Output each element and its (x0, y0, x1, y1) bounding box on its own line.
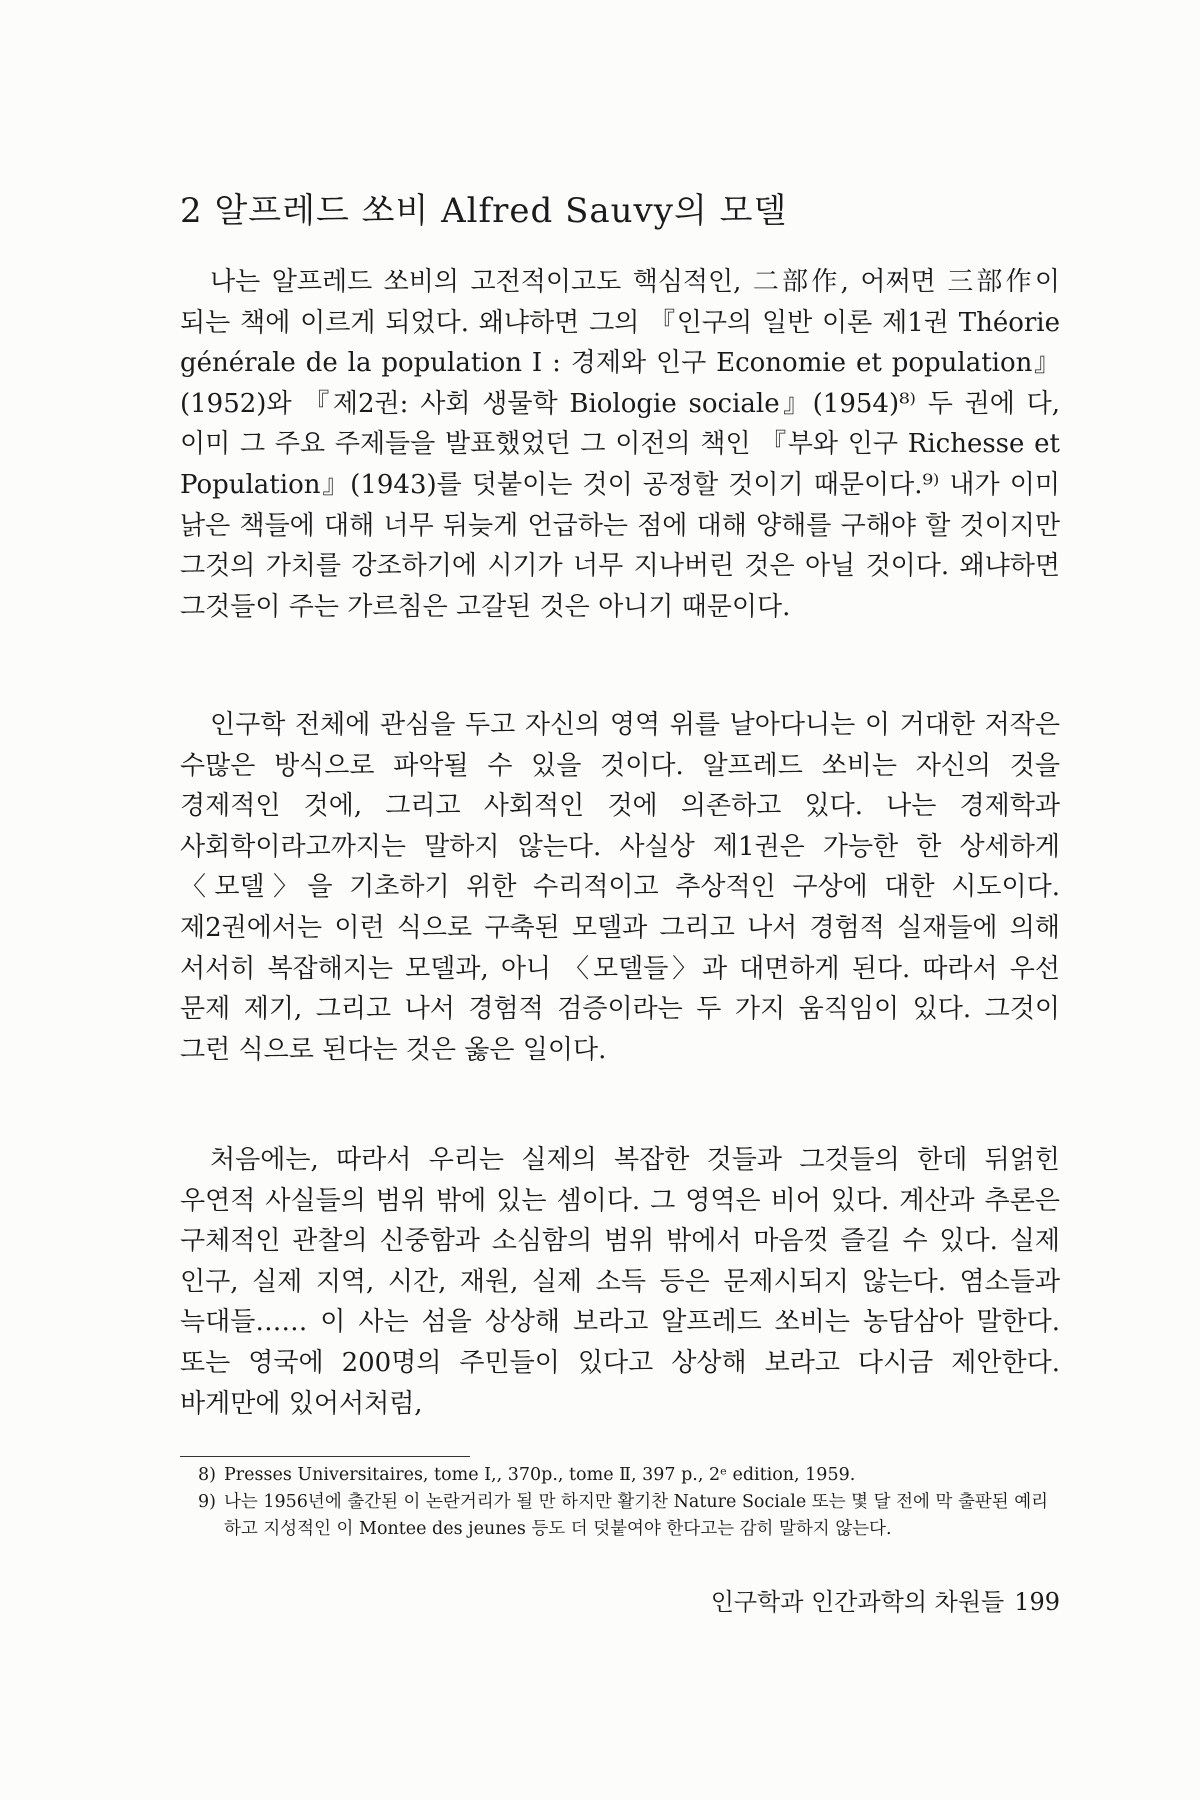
page-footer (701, 1586, 1060, 1618)
footnote-divider (180, 1456, 470, 1457)
page-number: 199 (1014, 1588, 1060, 1616)
footnote-number: 8) (198, 1465, 216, 1485)
section-heading: 2 알프레드 쏘비 Alfred Sauvy의 모델 (180, 191, 788, 231)
running-title: 인구학과 인간과학의 차원들 (710, 1588, 1005, 1616)
footnotes (198, 1462, 1060, 1543)
paragraph: 나는 알프레드 쏘비의 고전적이고도 핵심적인, 二部作, 어쩌면 三部作이 되는 책에 이르게 되었다. 왜냐하면 그의 『인구의 일반 이론 제1권 Théorie générale de la population I : 경제와 인구 Economie et population』(1952)와 『제2권: 사회 생물학 Biologie sociale』(1954)⁸⁾ 두 권에 다, 이미 그 주요 주제들을 발표했었던 그 이전의 책인 『부와 인구 Richesse et Population』(1943)를 덧붙이는 것이 공정할 것이기 때문이다.⁹⁾ 내가 이미 낡은 책들에 대해 너무 뒤늦게 언급하는 점에 대해 양해를 구해야 할 것이지만 그것의 가치를 강조하기에 시기가 너무 지나버린 것은 아닐 것이다. 왜냐하면 그것들이 주는 가르침은 고갈된 것은 아니기 때문이다. (180, 267, 1060, 622)
paragraph: 처음에는, 따라서 우리는 실제의 복잡한 것들과 그것들의 한데 뒤얽힌 우연적 사실들의 범위 밖에 있는 셈이다. 그 영역은 비어 있다. 계산과 추론은 구체적인 관찰의 신중함과 소심함의 범위 밖에서 마음껏 즐길 수 있다. 실제 인구, 실제 지역, 시간, 재원, 실제 소득 등은 문제시되지 않는다. 염소들과 늑대들…… 이 사는 섬을 상상해 보라고 알프레드 쏘비는 농담삼아 말한다. 또는 영국에 200명의 주민들이 있다고 상상해 보라고 다시금 제안한다. 바게만에 있어서처럼, (180, 1145, 1060, 1419)
paragraph: 인구학 전체에 관심을 두고 자신의 영역 위를 날아다니는 이 거대한 저작은 수많은 방식으로 파악될 수 있을 것이다. 알프레드 쏘비는 자신의 것을 경제적인 것에, 그리고 사회적인 것에 의존하고 있다. 나는 경제학과 사회학이라고까지는 말하지 않는다. 사실상 제1권은 가능한 한 상세하게 〈모델〉을 기초하기 위한 수리적이고 추상적인 구상에 대한 시도이다. 제2권에서는 이런 식으로 구축된 모델과 그리고 나서 경험적 실재들에 의해 서서히 복잡해지는 모델과, 아니 〈모델들〉과 대면하게 된다. 따라서 우선 문제 제기, 그리고 나서 경험적 검증이라는 두 가지 움직임이 있다. 그것이 그런 식으로 된다는 것은 옳은 일이다. (180, 710, 1060, 1065)
footnote (198, 1462, 1060, 1489)
footnote-text: Presses Universitaires, tome I,, 370p., tome Ⅱ, 397 p., 2ᵉ edition, 1959. (224, 1465, 856, 1485)
footnote (198, 1489, 1060, 1543)
footnote-text: 나는 1956년에 출간된 이 논란거리가 될 만 하지만 활기찬 Nature Sociale 또는 몇 달 전에 막 출판된 예리하고 지성적인 이 Montee des jeunes 등도 더 덧붙여야 한다고는 감히 말하지 않는다. (224, 1492, 1049, 1539)
footnote-number: 9) (198, 1492, 216, 1512)
